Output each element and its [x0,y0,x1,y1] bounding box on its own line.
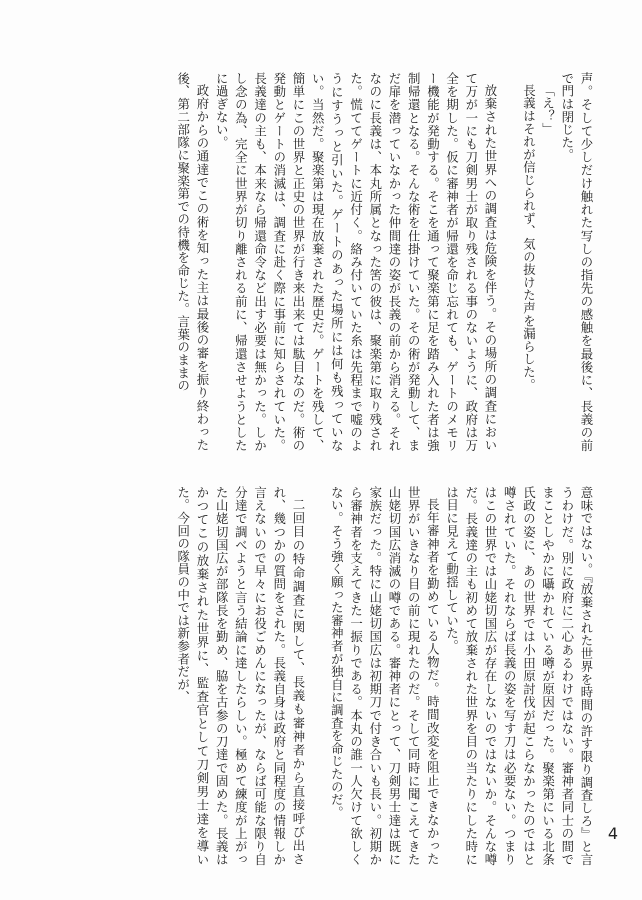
paragraph: 放棄された世界への調査は危険を伴う。その場所の調査において万が一にも刀剣男士が取り残される事のないように、政府は万全を期した。仮に審神者が帰還を命じ忘れても、ゲートのメモリー機能が発動する。そこを通って聚楽第に足を踏み入れた者は強制帰還となる。そんな術を仕掛けていた。その術が発動して、まだ扉を潜っていなかった仲間達の姿が長義の前から消える。それなのに長義は、本丸所属となった筈の彼は、聚楽第に取り残された。慌ててゲートに近付く。絡み付いていた糸は先程まで嘘のようにすうっと引いた。ゲートのあった場所には何も残っていない。当然だ。聚楽第は現在放棄された歴史だ。ゲートを残して、簡単にこの世界と正史の世界が行き来出来ては駄目なのだ。術の発動とゲートの消滅は、調査に赴く際に事前に知らされていた。長義達の主も、本来なら帰還命令など出す必要は無かった。しかし念の為、完全に世界が切り離される前に、帰還させようとしたに過ぎない。 [214,72,498,452]
paragraph: 政府からの通達でこの術を知った主は最後の審を振り終わった後、第二部隊に聚楽第での待機を命じた。言葉のままの [175,72,210,452]
paragraph-dialogue: 「え？」 [540,84,556,136]
paragraph: 意味ではない。『放棄された世界を時間の許す限り調査しろ』と言うわけだ。別に政府に二心あるわけではない。審神者同士の間でまことしやかに囁かれている噂が原因だった。聚楽第にいる北条氏政の姿に、あの世界では小田原討伐が起こらなかったのではと噂されていた。それならば長義の姿を写す刀は必要ない。つまりはこの世界では山姥切国広が存在しないのではないか。そんな噂だ。長義達の主も初めて放棄された世界を目の当たりにした時には目に見えて動揺していた。 [444,486,594,866]
lower-text-block [166,486,596,866]
page-number: 4 [607,824,619,843]
paragraph-spacer [308,486,327,866]
paragraph: 長義はそれが信じられず、気の抜けた声を漏らした。 [521,84,537,392]
paragraph-spacer [500,72,519,452]
paragraph: 声。そして少しだけ触れた写しの指先の感触を最後に、長義の前で門は閉じた。 [559,72,594,452]
paragraph: 二回目の特命調査に関して、長義も審神者から直接呼び出され、幾つかの質問をされた。長義自身は政府と同程度の情報しか言えないので早々にお役ごめんになったが、ならば可能な限り自分達で調べようと言う結論に達したらしい。極めて練度が上がった山姥切国広が部隊長を勤め、脇を古参の刀達で固めた。長義はかつてこの放棄された世界に、監査官として刀剣男士達を導いた。今回の隊員の中では新参者だが、 [175,486,306,866]
paragraph: 長年審神者を勤めている人物だ。時間改変を阻止できなかった世界がいきなり目の前に現れたのだ。そして同時に聞こえてきた山姥切国広消滅の噂である。審神者にとって、刀剣男士達は既に家族だった。特に山姥切国広は初期刀で付き合いも長い。初期から審神者を支えてきた一振りである。本丸の誰一人欠けて欲しくない。そう強く願った審神者が独自に調査を命じたのだ。 [329,486,441,866]
upper-text-block [166,72,596,452]
